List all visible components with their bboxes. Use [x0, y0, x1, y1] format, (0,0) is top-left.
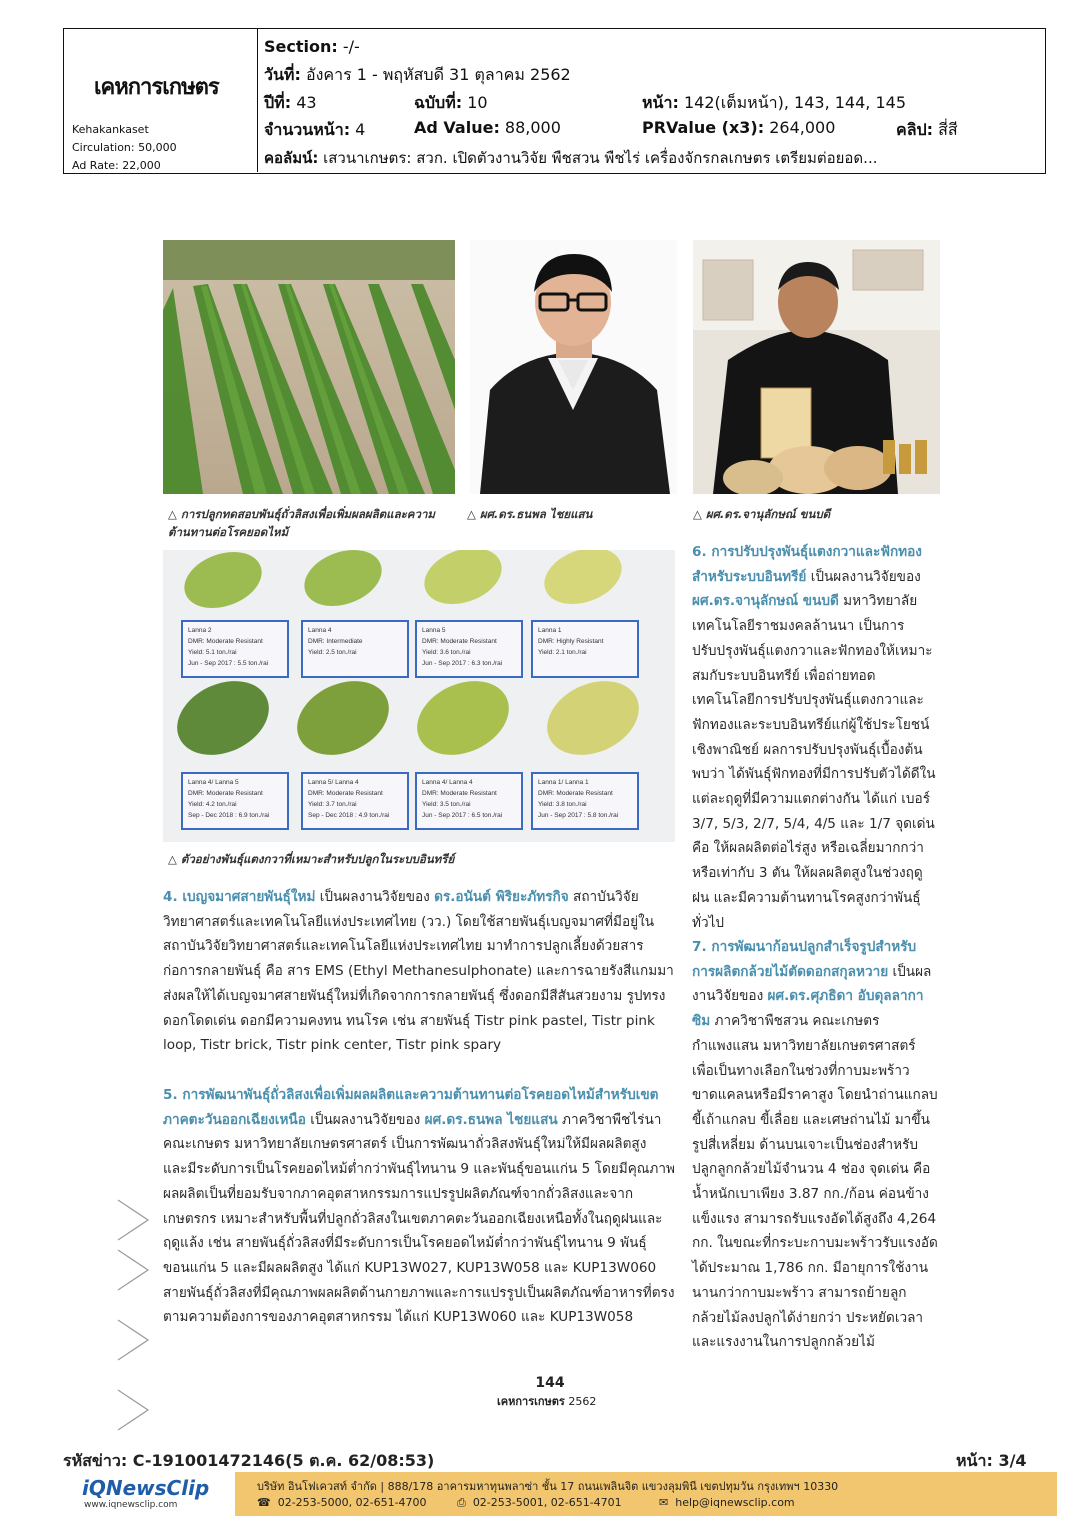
item-7-orchid-block: 7. การพัฒนาก้อนปลูกสำเร็จรูปสำหรับการผลิตกล้วยไม้ตัดดอกสกุลหวาย เป็นผลงานวิจัยของ ผศ.ดร.ศุภธิดา อับดุลลากาซิม ภาควิชาพืชสวน คณะเกษตร กำแพงแสน มหาวิทยาลัยเกษตรศาสตร์ เพื่อเป็นทางเลือกในช่วงที่กาบมะพร้าวขาดแคลนหรือมีราคาสูง โดยนำถ่านแกลบ ขี้เถ้าแกลบ ขี้เลื่อย และเศษถ่านไม้ มาขึ้นรูปสี่เหลี่ยม ด้านบนเจาะเป็นช่องสำหรับปลูกลูกกล้วยไม้จำนวน 4 ช่อง จุดเด่น คือ น้ำหนักเบาเพียง 3.87 กก./ก้อน ค่อนข้างแข็งแรง สามารถรับแรงอัดได้สูงถึง 4,264 กก. ในขณะที่กระบะกาบมะพร้าวรับแรงอัดได้ประมาณ 1,786 กก. มีอายุการใช้งานนานกว่ากาบมะพร้าว สามารถย้ายลูกกล้วยไม้ลงปลูกได้ง่ายกว่า ประหยัดเวลาและแรงงานในการปลูกกล้วยไม้: [692, 939, 938, 1351]
cucumber-variety-dmr: DMR: Moderate Resistant: [188, 790, 263, 797]
cucumber-variety-date: Jun - Sep 2017 : 6.3 ton./rai: [422, 660, 503, 667]
item-5-peanut: 5. การพัฒนาพันธุ์ถั่วลิสงเพื่อเพิ่มผลผลิตและความต้านทานต่อโรคยอดไหม้สำหรับเขตภาคตะวันออกเฉียงเหนือ เป็นผลงานวิจัยของ ผศ.ดร.ธนพล ไชยแสน ภาควิชาพืชไร่นา คณะเกษตร มหาวิทยาลัยเกษตรศาสตร์ เป็นการพัฒนาถั่วลิสงพันธุ์ใหม่ให้มีผลผลิตสูง และมีระดับการเป็นโรคยอดไหม้ต่ำกว่าพันธุ์ไทนาน 9 และพันธุ์ขอนแก่น 5 โดยมีคุณภาพผลผลิตเป็นที่ยอมรับจากภาคอุตสาหกรรมการแปรรูปผลิตภัณฑ์จากถั่วลิสงและจากเกษตรกร เหมาะสำหรับพื้นที่ปลูกถั่วลิสงในเขตภาคตะวันออกเฉียงเหนือทั้งในฤดูฝนและฤดูแล้ง เช่น สายพันธุ์ถั่วลิสงที่มีระดับการเป็นโรคยอดไหม้ต่ำกว่าพันธุ์ไทนาน 9 พันธุ์ขอนแก่น 5 และมีผลผลิตสูง ได้แก่ KUP13W027, KUP13W058 และ KUP13W060 สายพันธุ์ถั่วลิสงที่มีคุณภาพผลผลิตด้านกายภาพและการแปรรูปเป็นผลิตภัณฑ์อาหารที่ตรงตามความต้องการของภาคอุตสาหกรรม ได้แก่ KUP13W060 และ KUP13W058: [163, 1087, 675, 1326]
cucumber-variety-name: Lanna 5/ Lanna 4: [308, 779, 359, 786]
page-number: 144: [535, 1375, 565, 1391]
cucumber-variety-date: Jun - Sep 2017 : 5.5 ton./rai: [188, 660, 269, 667]
cucumber-variety-label: [301, 772, 409, 830]
phone-line: ☎ 02-253-5000, 02-651-4700: [257, 1496, 427, 1509]
cucumber-variety-label: [301, 620, 409, 678]
item-6-cucumber-pumpkin: 6. การปรับปรุงพันธุ์แตงกวาและฟักทองสำหรับระบบอินทรีย์ เป็นผลงานวิจัยของ ผศ.ดร.จานุลักษณ์ ขนบดี มหาวิทยาลัยเทคโนโลยีราชมงคลล้านนา เป็นการปรับปรุงพันธุ์แตงกวาและฟักทองให้เหมาะสมกับระบบอินทรีย์ เพื่อถ่ายทอดเทคโนโลยีการปรับปรุงพันธุ์แตงกวาและฟักทองและระบบอินทรีย์แก่ผู้ใช้ประโยชน์เชิงพาณิชย์ ผลการปรับปรุงพันธุ์เบื้องต้นพบว่า ได้พันธุ์ฟักทองที่มีการปรับตัวได้ดีในแต่ละฤดูที่มีความแตกต่างกัน ได้แก่ เบอร์ 3/7, 5/3, 2/7, 5/4, 4/5 และ 1/7 จุดเด่นคือ ให้ผลผลิตต่อไร่สูง หรือเฉลี่ยมากกว่าหรือเท่ากับ 3 ตัน ให้ผลผลิตสูงในช่วงฤดูฝน และมีความต้านทานโรคสูงกว่าพันธุ์ทั่วไป: [692, 544, 936, 931]
fax-line: ⎙ 02-253-5001, 02-651-4701: [457, 1496, 622, 1509]
cucumber-variety-dmr: DMR: Moderate Resistant: [538, 790, 613, 797]
cucumber-variety-dmr: DMR: Moderate Resistant: [422, 638, 497, 645]
phone-icon: ☎: [257, 1496, 271, 1509]
cucumber-variety-dmr: DMR: Highly Resistant: [538, 638, 604, 645]
cucumber-variety-yield: Yield: 2.1 ton./rai: [538, 649, 587, 656]
brand-url: www.iqnewsclip.com: [84, 1500, 178, 1510]
cucumber-variety-label: [181, 772, 289, 830]
brand-name: iQNewsClip: [82, 1476, 210, 1500]
iqnewsclip-logo: [82, 1476, 232, 1516]
pages-count-field: จำนวนหน้า: 4: [264, 120, 366, 139]
peanut-field-photo: [163, 240, 455, 494]
item-6-researcher: ผศ.ดร.จานุลักษณ์ ขนบดี: [692, 593, 839, 610]
cucumber-variety-name: Lanna 4: [308, 627, 332, 634]
cucumber-variety-name: Lanna 2: [188, 627, 212, 634]
issue-field: ฉบับที่: 10: [414, 93, 488, 112]
cucumber-variety-yield: Yield: 3.6 ton./rai: [422, 649, 471, 656]
cucumber-variety-name: Lanna 4/ Lanna 4: [422, 779, 473, 786]
cucumber-variety-yield: Yield: 4.2 ton./rai: [188, 801, 237, 808]
item-4-heading: 4. เบญจมาศสายพันธุ์ใหม่: [163, 889, 316, 905]
cucumber-variety-date: Jun - Sep 2017 : 6.5 ton./rai: [422, 812, 503, 819]
thanapol-portrait: [470, 240, 677, 494]
cucumber-variety-name: Lanna 1: [538, 627, 562, 634]
item-5-heading: 5. การพัฒนาพันธุ์ถั่วลิสงเพื่อเพิ่มผลผลิตและความต้านทานต่อโรคยอดไหม้สำหรับเขตภาคตะวันออกเฉียงเหนือ: [163, 1087, 659, 1128]
cucumber-variety-name: Lanna 5: [422, 627, 446, 634]
magazine-info: [64, 29, 258, 172]
circulation: Circulation: 50,000: [72, 141, 177, 154]
email-icon: ✉: [659, 1496, 669, 1509]
cucumber-variety-dmr: DMR: Moderate Resistant: [308, 790, 383, 797]
fax-icon: ⎙: [457, 1496, 466, 1509]
cucumber-variety-date: Sep - Dec 2018 : 4.9 ton./rai: [308, 812, 390, 819]
magazine-logo: เคหการเกษตร: [94, 75, 219, 100]
caption-thanapol: △ ผศ.ดร.ธนพล ไชยแสน: [467, 507, 593, 521]
caption-cucumber: △ ตัวอย่างพันธุ์แตงกวาที่เหมาะสำหรับปลูกในระบบอินทรีย์: [168, 852, 455, 866]
cucumber-variety-yield: Yield: 3.5 ton./rai: [422, 801, 471, 808]
email-line: ✉ help@iqnewsclip.com: [659, 1496, 795, 1509]
cucumber-variety-yield: Yield: 5.1 ton./rai: [188, 649, 237, 656]
clip-page: หน้า: 3/4: [956, 1451, 1027, 1470]
clip-header: [63, 28, 1046, 174]
clip-field: คลิป: สี่สี: [896, 120, 958, 139]
cucumber-variety-yield: Yield: 2.5 ton./rai: [308, 649, 357, 656]
decorative-lines: [108, 1190, 168, 1440]
cucumber-variety-label: [415, 772, 523, 830]
cucumber-variety-label: [531, 772, 639, 830]
ad-value-field: Ad Value: 88,000: [414, 118, 561, 137]
cucumber-variety-label: [415, 620, 523, 678]
date-line: วันที่: อังคาร 1 - พฤหัสบดี 31 ตุลาคม 2562: [264, 65, 571, 84]
cucumber-variety-name: Lanna 1/ Lanna 1: [538, 779, 589, 786]
item-5-researcher: ผศ.ดร.ธนพล ไชยแสน: [424, 1111, 558, 1128]
news-code: รหัสข่าว: C-191001472146(5 ต.ค. 62/08:53): [63, 1451, 435, 1470]
cucumber-variety-label: [531, 620, 639, 678]
cucumber-variety-name: Lanna 4/ Lanna 5: [188, 779, 239, 786]
magazine-name-en: Kehakankaset: [72, 123, 149, 136]
section-line: Section: -/-: [264, 37, 360, 56]
cucumber-variety-date: Jun - Sep 2017 : 5.8 ton./rai: [538, 812, 619, 819]
janulak-portrait: [693, 240, 940, 494]
ad-rate: Ad Rate: 22,000: [72, 159, 161, 172]
cucumber-variety-label: [181, 620, 289, 678]
item-6-heading: 6. การปรับปรุงพันธุ์แตงกวาและฟักทองสำหรับระบบอินทรีย์: [692, 544, 922, 585]
pr-value-field: PRValue (x3): 264,000: [642, 118, 836, 137]
page-field: หน้า: 142(เต็มหน้า), 143, 144, 145: [642, 93, 906, 112]
item-7-researcher: ผศ.ดร.ศุภธิดา อับดุลลากาซิม: [692, 988, 924, 1030]
cucumber-variety-dmr: DMR: Intermediate: [308, 638, 363, 645]
clip-footer-bar: [235, 1472, 1057, 1516]
item-4-researcher: ดร.อนันต์ พิริยะภัทรกิจ: [434, 889, 569, 905]
caption-janulak: △ ผศ.ดร.จานุลักษณ์ ขนบดี: [693, 507, 831, 521]
item-4-chrysanthemum: 4. เบญจมาศสายพันธุ์ใหม่ เป็นผลงานวิจัยของ ดร.อนันต์ พิริยะภัทรกิจ สถาบันวิจัยวิทยาศาสตร์และเทคโนโลยีแห่งประเทศไทย (วว.) โดยใช้สายพันธุ์เบญจมาศที่มีอยู่ในสถาบันวิจัยวิทยาศาสตร์และเทคโนโลยีแห่งประเทศไทย มาทำการปลูกเลี้ยงด้วยสารก่อการกลายพันธุ์ คือ สาร EMS (Ethyl Methanesulphonate) และการฉายรังสีแกมมา ส่งผลให้ได้เบญจมาศสายพันธุ์ใหม่ที่เกิดจากการกลายพันธุ์ ซึ่งดอกมีสีสันสวยงาม รูปทรงดอกโดดเด่น ดอกมีความคงทน ทนโรค เช่น สายพันธุ์ Tistr pink pastel, Tistr pink loop, Tistr brick, Tistr pink center, Tistr pink spary: [163, 889, 674, 1054]
cucumber-variety-dmr: DMR: Moderate Resistant: [422, 790, 497, 797]
company-address: บริษัท อินโฟเควสท์ จำกัด | 888/178 อาคารมหาทุนพลาซ่า ชั้น 17 ถนนเพลินจิต แขวงลุมพินี เขตปทุมวัน กรุงเทพฯ 10330: [257, 1480, 839, 1493]
year-field: ปีที่: 43: [264, 93, 317, 112]
cucumber-variety-yield: Yield: 3.7 ton./rai: [308, 801, 357, 808]
cucumber-variety-yield: Yield: 3.8 ton./rai: [538, 801, 587, 808]
column-field: คอลัมน์: เสวนาเกษตร: สวก. เปิดตัวงานวิจัย พืชสวน พืชไร่ เครื่องจักรกลเกษตร เตรียมต่อยอด...: [264, 149, 878, 167]
caption-field-photo: △ การปลูกทดสอบพันธุ์ถั่วลิสงเพื่อเพิ่มผลผลิตและความต้านทานต่อโรคยอดไหม้: [168, 507, 435, 539]
cucumber-variety-date: Sep - Dec 2018 : 6.9 ton./rai: [188, 812, 270, 819]
cucumber-photo: [163, 550, 675, 842]
cucumber-variety-dmr: DMR: Moderate Resistant: [188, 638, 263, 645]
item-7-heading: 7. การพัฒนาก้อนปลูกสำเร็จรูปสำหรับการผลิตกล้วยไม้ตัดดอกสกุลหวาย: [692, 939, 917, 980]
page-footer-magazine: เคหการเกษตร 2562: [497, 1395, 597, 1408]
